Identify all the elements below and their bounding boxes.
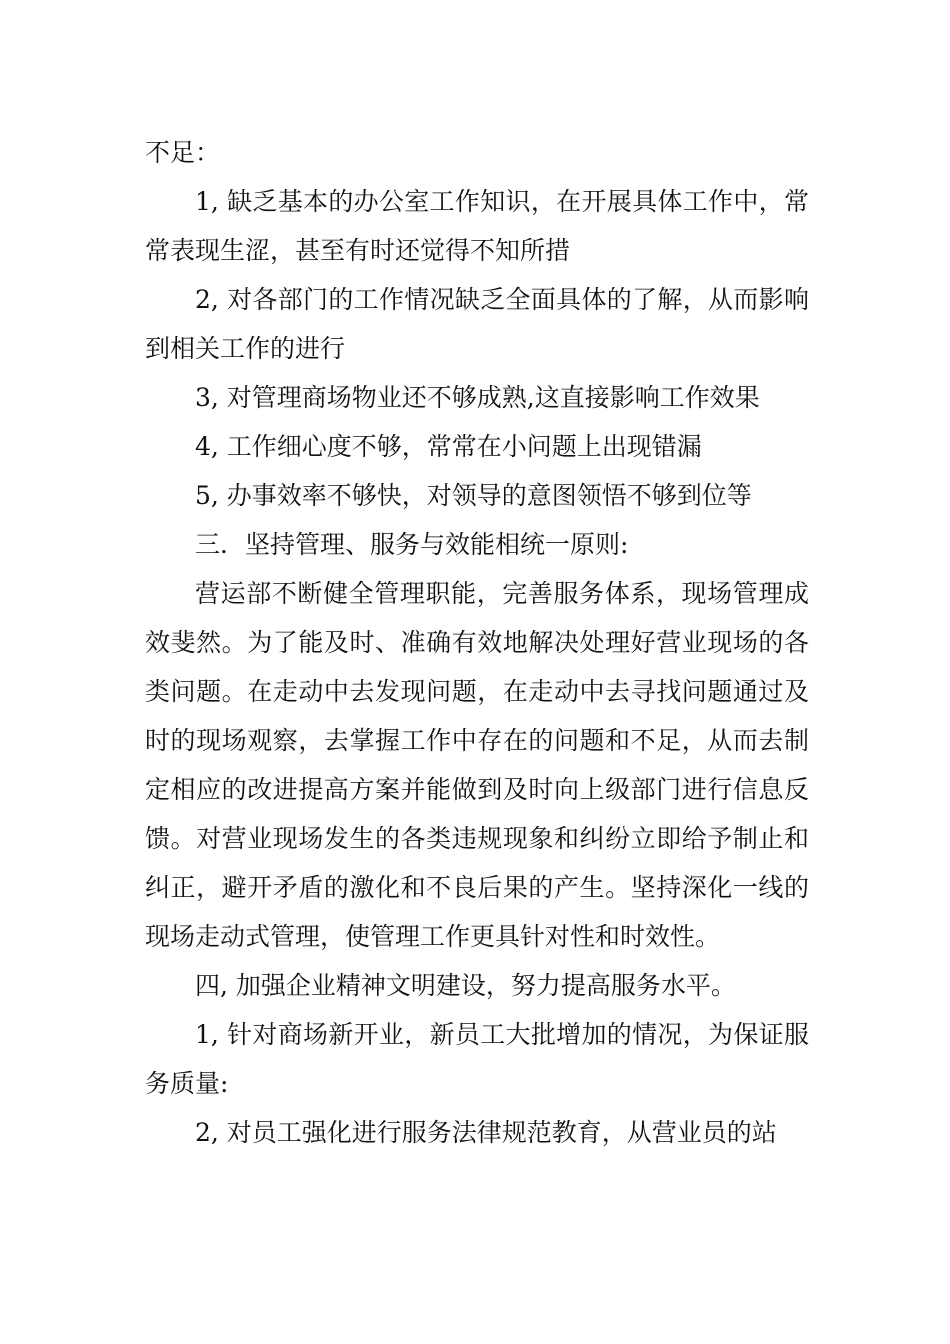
paragraph-service-item-2: 2, 对员工强化进行服务法律规范教育，从营业员的站 [195,1118,777,1147]
paragraph-deficiency-3: 3, 对管理商场物业还不够成熟,这直接影响工作效果 [195,383,760,412]
paragraph-deficiency-5: 5, 办事效率不够快，对领导的意图领悟不够到位等 [195,481,752,510]
section-heading-four: 四, 加强企业精神文明建设，努力提高服务水平。 [195,971,736,1000]
section-heading-three: 三．坚持管理、服务与效能相统一原则: [195,530,629,559]
paragraph-deficiency-4: 4, 工作细心度不够，常常在小问题上出现错漏 [195,432,702,461]
paragraph-deficiency-2: 2, 对各部门的工作情况缺乏全面具体的了解，从而影响到相关工作的进行 [145,285,809,363]
paragraph-service-item-1: 1, 针对商场新开业，新员工大批增加的情况，为保证服务质量: [145,1020,809,1098]
body-text [145,128,809,1157]
paragraph-deficiency-1: 1, 缺乏基本的办公室工作知识，在开展具体工作中，常常表现生涩，甚至有时还觉得不知所措 [145,187,809,265]
paragraph-operations-management: 营运部不断健全管理职能，完善服务体系，现场管理成效斐然。为了能及时、准确有效地解决处理好营业现场的各类问题。在走动中去发现问题，在走动中去寻找问题通过及时的现场观察，去掌握工作中存在的问题和不足，从而去制定相应的改进提高方案并能做到及时向上级部门进行信息反馈。对营业现场发生的各类违规现象和纠纷立即给予制止和纠正，避开矛盾的激化和不良后果的产生。坚持深化一线的现场走动式管理，使管理工作更具针对性和时效性。 [145,579,809,951]
paragraph-deficiencies-heading: 不足： [145,138,221,167]
